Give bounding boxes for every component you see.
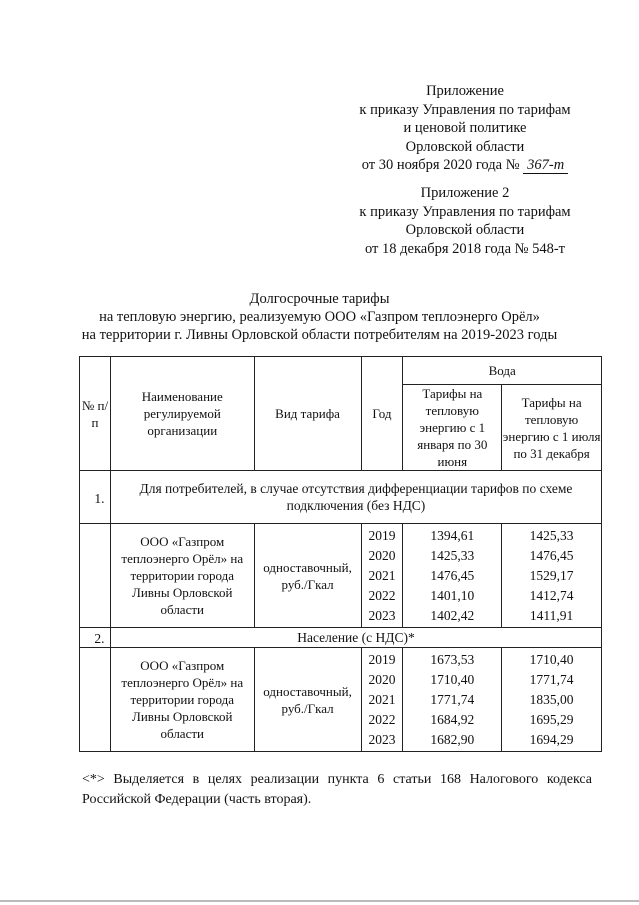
appendix-2-line: от 18 декабря 2018 года № 548-т xyxy=(365,240,565,257)
tariff-jul-value: 1411,91 xyxy=(529,607,574,623)
tariff-jul-value: 1412,74 xyxy=(529,587,574,603)
tariff-table xyxy=(79,356,602,752)
header-tariff-jan: Тарифы на тепловую энергию с 1 января по 30 июня xyxy=(403,385,502,471)
tariff-jan-value: 1771,74 xyxy=(430,691,475,707)
tariff-jan-value: 1394,61 xyxy=(430,527,475,543)
tariff-jul-value: 1476,45 xyxy=(529,547,574,563)
appendix-1-line: Приложение xyxy=(426,83,504,99)
title-line: на территории г. Ливны Орловской области потребителям на 2019-2023 годы xyxy=(81,327,558,343)
section-label: Для потребителей, в случае отсутствия дифференциации тарифов по схеме подключения (без НДС) xyxy=(110,471,601,524)
tariff-type: одноставочный, руб./Гкал xyxy=(254,524,361,628)
year-cell: 2023 xyxy=(368,607,396,623)
tariff-jan-value: 1425,33 xyxy=(430,547,475,563)
tariff-jan-value: 1682,90 xyxy=(430,731,475,747)
tariff-jan-value: 1710,40 xyxy=(430,671,475,687)
appendix-1-line: Орловской области xyxy=(405,138,525,155)
appendix-1-date-line xyxy=(300,156,630,175)
organization-name: ООО «Газпром теплоэнерго Орёл» на территории города Ливны Орловской области xyxy=(110,648,254,752)
year-cell: 2019 xyxy=(368,651,396,667)
title-line: Долгосрочные тарифы xyxy=(249,291,390,307)
header-tariff-jul: Тарифы на тепловую энергию с 1 июля по 31 декабря xyxy=(502,385,602,471)
year-cell: 2023 xyxy=(368,731,396,747)
appendix-2-header xyxy=(300,184,630,258)
year-list xyxy=(361,524,403,628)
tariff-jul-value: 1529,17 xyxy=(529,567,574,583)
year-cell: 2022 xyxy=(368,711,396,727)
tariff-jan-value: 1684,92 xyxy=(430,711,475,727)
appendix-1-date: от 30 ноября 2020 года № xyxy=(361,157,520,173)
tariff-jan-value: 1476,45 xyxy=(430,567,475,583)
tariff-jul-value: 1835,00 xyxy=(529,691,574,707)
year-list xyxy=(361,648,403,752)
tariff-jul-value: 1771,74 xyxy=(529,671,574,687)
appendix-1-line: и ценовой политике xyxy=(403,120,527,136)
header-organization: Наименование регулируемой организации xyxy=(110,357,254,471)
header-tariff-type: Вид тарифа xyxy=(254,357,361,471)
tariff-jul-list xyxy=(502,648,602,752)
tariff-jul-value: 1695,29 xyxy=(529,711,574,727)
tariff-jul-value: 1425,33 xyxy=(529,527,574,543)
tariff-jul-value: 1710,40 xyxy=(529,651,574,667)
appendix-1-line: к приказу Управления по тарифам xyxy=(359,101,571,118)
section-label: Население (с НДС)* xyxy=(110,628,601,648)
year-cell: 2021 xyxy=(368,567,396,583)
appendix-2-line: Приложение 2 xyxy=(420,185,510,201)
tariff-jul-value: 1694,29 xyxy=(529,731,574,747)
year-cell: 2019 xyxy=(368,527,396,543)
header-year: Год xyxy=(361,357,403,471)
document-title xyxy=(0,290,639,344)
order-number-handwritten: 367-т xyxy=(523,158,568,174)
page-bottom-edge xyxy=(0,900,639,902)
tariff-jan-list xyxy=(403,648,502,752)
footnote: <*> Выделяется в целях реализации пункта 6 статьи 168 Налогового кодекса Российской Федерации (часть вторая). xyxy=(82,772,592,807)
tariff-jan-value: 1673,53 xyxy=(430,651,475,667)
section-number: 1. xyxy=(80,471,111,524)
appendix-2-line: Орловской области xyxy=(405,222,525,238)
year-cell: 2022 xyxy=(368,587,396,603)
year-cell: 2020 xyxy=(368,671,396,687)
organization-name: ООО «Газпром теплоэнерго Орёл» на территории города Ливны Орловской области xyxy=(110,524,254,628)
header-num: № п/п xyxy=(80,357,111,471)
appendix-1-header xyxy=(300,82,630,175)
tariff-jan-value: 1402,42 xyxy=(430,607,475,623)
tariff-jan-value: 1401,10 xyxy=(430,587,475,603)
year-cell: 2020 xyxy=(368,547,396,563)
header-water: Вода xyxy=(403,357,602,385)
tariff-jul-list xyxy=(502,524,602,628)
tariff-type: одноставочный, руб./Гкал xyxy=(254,648,361,752)
title-line: на тепловую энергию, реализуемую ООО «Газпром теплоэнерго Орёл» xyxy=(99,309,540,325)
section-number: 2. xyxy=(80,628,111,648)
tariff-jan-list xyxy=(403,524,502,628)
year-cell: 2021 xyxy=(368,691,396,707)
appendix-2-line: к приказу Управления по тарифам xyxy=(359,203,571,220)
